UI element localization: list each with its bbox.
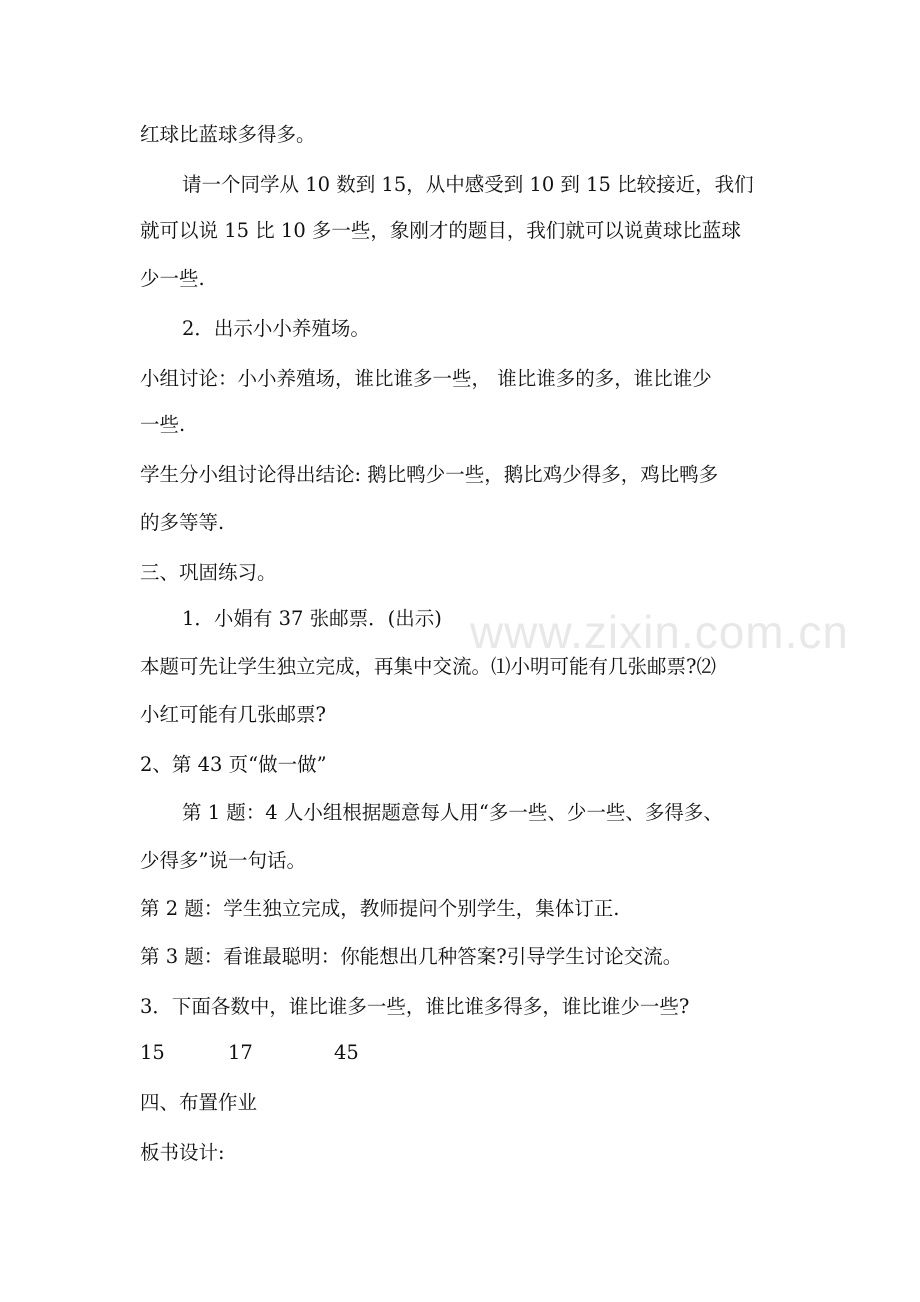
section-heading: 三、巩固练习。 [140,561,277,584]
text-line: 3．下面各数中，谁比谁多一些，谁比谁多得多，谁比谁少一些? [140,995,690,1018]
number-row [0,1040,920,1070]
number-item: 45 [334,1041,359,1064]
text-line: 2、第 43 页“做一做” [140,753,327,776]
number-item: 17 [228,1041,253,1064]
text-line: 第 1 题：4 人小组根据题意每人用“多一些、少一些、多得多、 [182,801,723,824]
text-line: 请一个同学从 10 数到 15，从中感受到 10 到 15 比较接近，我们 [182,173,754,196]
text-line: 一些. [140,413,186,436]
text-line: 小红可能有几张邮票? [140,703,326,726]
section-heading: 四、布置作业 [140,1091,258,1114]
text-line: 第 2 题：学生独立完成，教师提问个别学生，集体订正. [140,897,620,920]
text-line: 红球比蓝球多得多。 [140,123,316,146]
number-item: 15 [140,1041,165,1064]
text-line: 的多等等. [140,511,225,534]
text-line: 1．小娟有 37 张邮票．(出示) [182,607,442,630]
text-line: 小组讨论：小小养殖场，谁比谁多一些， 谁比谁多的多，谁比谁少 [140,367,712,390]
text-line: 本题可先让学生独立完成，再集中交流。⑴小明可能有几张邮票?⑵ [140,655,716,678]
text-line: 第 3 题：看谁最聪明：你能想出几种答案?引导学生讨论交流。 [140,945,683,968]
section-heading: 2．出示小小养殖场。 [182,317,370,340]
text-line: 少一些. [140,267,205,290]
watermark: www.zixin.com.cn [470,606,849,658]
text-line: 就可以说 15 比 10 多一些，象刚才的题目，我们就可以说黄球比蓝球 [140,219,741,242]
text-line: 板书设计: [140,1141,225,1164]
text-line: 学生分小组讨论得出结论: 鹅比鸭少一些，鹅比鸡少得多，鸡比鸭多 [140,463,719,486]
text-line: 少得多”说一句话。 [140,849,306,872]
